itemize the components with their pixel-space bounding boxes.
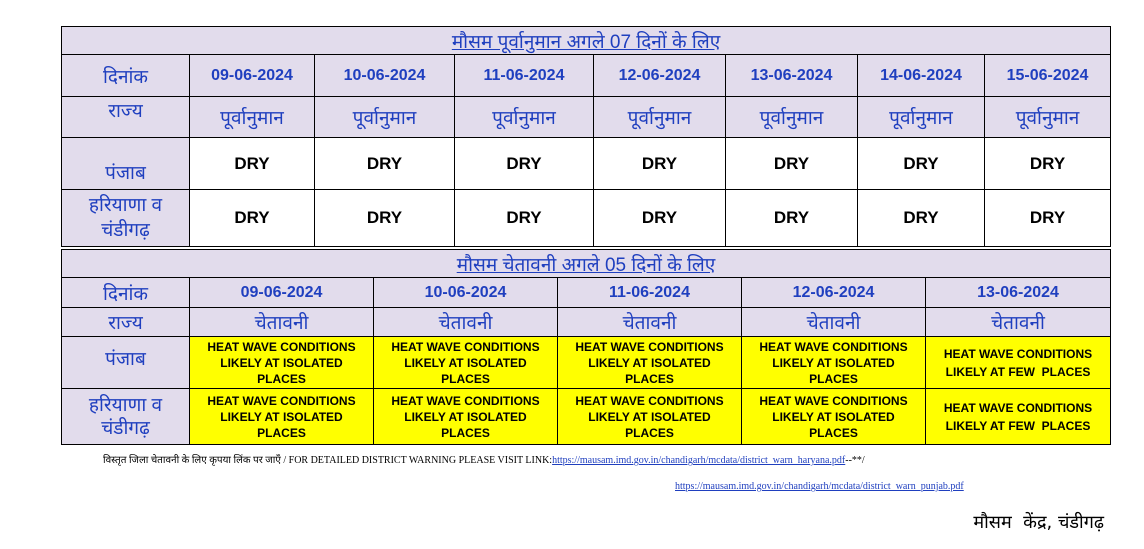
warning-value xyxy=(190,337,374,389)
forecast-date-label: दिनांक xyxy=(62,55,190,97)
warning-line: HEAT WAVE CONDITIONS xyxy=(943,400,1093,415)
state-punjab: पंजाब xyxy=(62,337,190,389)
forecast-state-label: राज्य xyxy=(62,97,190,138)
warning-date: 11-06-2024 xyxy=(558,278,742,308)
forecast-row-punjab xyxy=(62,138,1111,190)
warning-line: HEAT WAVE CONDITIONS xyxy=(575,339,724,354)
forecast-value: DRY xyxy=(985,138,1111,190)
forecast-column-label: पूर्वानुमान xyxy=(315,97,455,138)
warning-line: LIKELY AT FEW PLACES xyxy=(945,364,1091,379)
state-name-line: हरियाणा व xyxy=(88,394,163,416)
warning-table xyxy=(61,249,1111,445)
warning-date-label: दिनांक xyxy=(62,278,190,308)
warning-state-label: राज्य xyxy=(62,308,190,337)
forecast-date: 13-06-2024 xyxy=(726,55,858,97)
forecast-value: DRY xyxy=(985,190,1111,247)
forecast-column-label: पूर्वानुमान xyxy=(455,97,594,138)
warning-line: PLACES xyxy=(625,371,674,386)
forecast-value: DRY xyxy=(858,190,985,247)
forecast-column-label: पूर्वानुमान xyxy=(985,97,1111,138)
warning-column-label: चेतावनी xyxy=(926,308,1111,337)
warning-line: LIKELY AT ISOLATED xyxy=(588,355,711,370)
forecast-value: DRY xyxy=(455,138,594,190)
forecast-title-cell xyxy=(62,27,1111,55)
warning-date: 12-06-2024 xyxy=(742,278,926,308)
forecast-value: DRY xyxy=(858,138,985,190)
forecast-value: DRY xyxy=(455,190,594,247)
warning-line: HEAT WAVE CONDITIONS xyxy=(759,393,908,408)
forecast-column-label: पूर्वानुमान xyxy=(190,97,315,138)
warning-line: LIKELY AT ISOLATED xyxy=(220,355,343,370)
warning-value xyxy=(374,337,558,389)
state-name-line: चंडीगढ़ xyxy=(101,220,150,241)
warning-line: HEAT WAVE CONDITIONS xyxy=(207,339,356,354)
warning-line: LIKELY AT ISOLATED xyxy=(404,409,527,424)
warning-line: PLACES xyxy=(441,425,490,440)
warning-value xyxy=(190,389,374,445)
haryana-warning-link[interactable]: https://mausam.imd.gov.in/chandigarh/mcdata/district_warn_haryana.pdf xyxy=(552,455,846,466)
warning-title: मौसम चेतावनी अगले 05 दिनों के लिए xyxy=(456,254,716,276)
warning-line: HEAT WAVE CONDITIONS xyxy=(391,339,540,354)
warning-line: PLACES xyxy=(625,425,674,440)
warning-line: PLACES xyxy=(257,371,306,386)
signature: मौसम केंद्र, चंडीगढ़ xyxy=(973,512,1104,533)
warning-value xyxy=(558,389,742,445)
warning-column-label: चेतावनी xyxy=(374,308,558,337)
warning-line: PLACES xyxy=(809,425,858,440)
forecast-row-haryana xyxy=(62,190,1111,247)
forecast-date-row xyxy=(62,55,1111,97)
punjab-link-line xyxy=(675,481,964,492)
forecast-date: 15-06-2024 xyxy=(985,55,1111,97)
warning-line: LIKELY AT ISOLATED xyxy=(772,355,895,370)
state-name-line: हरियाणा व xyxy=(88,195,163,216)
warning-line: HEAT WAVE CONDITIONS xyxy=(943,346,1093,361)
forecast-table xyxy=(61,26,1111,247)
warning-date: 13-06-2024 xyxy=(926,278,1111,308)
warning-line: LIKELY AT ISOLATED xyxy=(220,409,343,424)
warning-value xyxy=(374,389,558,445)
warning-line: LIKELY AT ISOLATED xyxy=(772,409,895,424)
forecast-value: DRY xyxy=(594,190,726,247)
forecast-value: DRY xyxy=(726,190,858,247)
warning-line: LIKELY AT ISOLATED xyxy=(404,355,527,370)
forecast-value: DRY xyxy=(190,138,315,190)
forecast-column-label: पूर्वानुमान xyxy=(726,97,858,138)
warning-line: LIKELY AT FEW PLACES xyxy=(945,418,1091,433)
warning-line: HEAT WAVE CONDITIONS xyxy=(575,393,724,408)
punjab-warning-link[interactable]: https://mausam.imd.gov.in/chandigarh/mcdata/district_warn_punjab.pdf xyxy=(675,481,964,492)
warning-line: HEAT WAVE CONDITIONS xyxy=(391,393,540,408)
warning-line: LIKELY AT ISOLATED xyxy=(588,409,711,424)
warning-column-label: चेतावनी xyxy=(742,308,926,337)
warning-value xyxy=(926,389,1111,445)
warning-column-label: चेतावनी xyxy=(190,308,374,337)
forecast-value: DRY xyxy=(315,138,455,190)
warning-line: PLACES xyxy=(441,371,490,386)
warning-column-label: चेतावनी xyxy=(558,308,742,337)
warning-line: HEAT WAVE CONDITIONS xyxy=(759,339,908,354)
warning-line: HEAT WAVE CONDITIONS xyxy=(207,393,356,408)
forecast-value: DRY xyxy=(594,138,726,190)
forecast-date: 09-06-2024 xyxy=(190,55,315,97)
warning-value xyxy=(742,337,926,389)
forecast-value: DRY xyxy=(190,190,315,247)
warning-line: PLACES xyxy=(257,425,306,440)
district-warning-note xyxy=(103,452,865,466)
forecast-value: DRY xyxy=(726,138,858,190)
forecast-date: 14-06-2024 xyxy=(858,55,985,97)
state-haryana-chandigarh xyxy=(62,190,190,247)
warning-title-cell xyxy=(62,250,1111,278)
warning-row-haryana xyxy=(62,389,1111,445)
state-haryana-chandigarh xyxy=(62,389,190,445)
forecast-value: DRY xyxy=(315,190,455,247)
forecast-date: 12-06-2024 xyxy=(594,55,726,97)
forecast-label-row xyxy=(62,97,1111,138)
warning-value xyxy=(926,337,1111,389)
warning-row-punjab xyxy=(62,337,1111,389)
forecast-column-label: पूर्वानुमान xyxy=(594,97,726,138)
warning-line: PLACES xyxy=(809,371,858,386)
note-suffix: --**/ xyxy=(845,455,865,466)
forecast-column-label: पूर्वानुमान xyxy=(858,97,985,138)
warning-label-row xyxy=(62,308,1111,337)
warning-value xyxy=(558,337,742,389)
warning-date: 10-06-2024 xyxy=(374,278,558,308)
warning-date-row xyxy=(62,278,1111,308)
forecast-date: 11-06-2024 xyxy=(455,55,594,97)
state-punjab: पंजाब xyxy=(62,138,190,190)
warning-value xyxy=(742,389,926,445)
forecast-date: 10-06-2024 xyxy=(315,55,455,97)
note-text: विस्तृत जिला चेतावनी के लिए कृपया लिंक पर जाएँ / FOR DETAILED DISTRICT WARNING PLEASE VISIT LINK: xyxy=(103,455,553,466)
state-name-line: चंडीगढ़ xyxy=(101,417,150,439)
warning-date: 09-06-2024 xyxy=(190,278,374,308)
forecast-title: मौसम पूर्वानुमान अगले 07 दिनों के लिए xyxy=(451,31,721,53)
